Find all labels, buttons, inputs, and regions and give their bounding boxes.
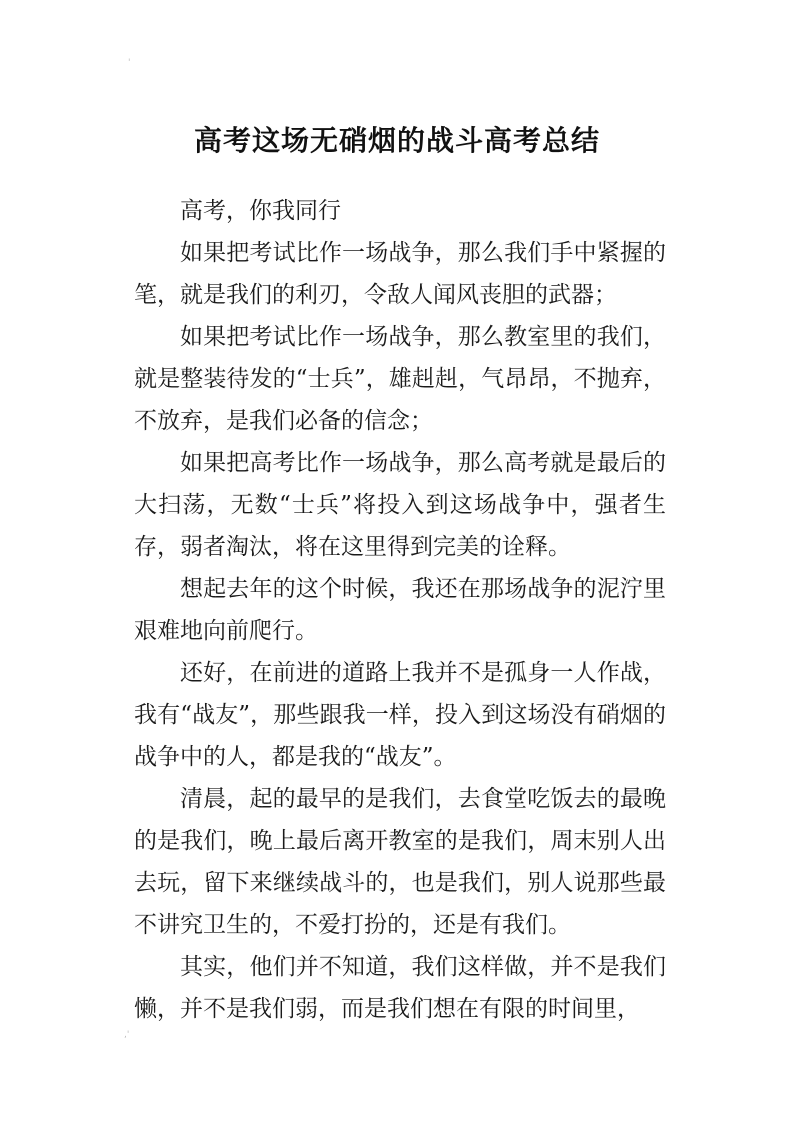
paragraph-7: 清晨，起的最早的是我们，去食堂吃饭去的最晚的是我们，晚上最后离开教室的是我们，周末别人出去玩，留下来继续战斗的，也是我们，别人说那些最不讲究卫生的，不爱打扮的，还是有我们。 [134, 786, 666, 938]
document-title: 高考这场无硝烟的战斗高考总结 [193, 123, 600, 157]
paragraph-1: 高考，你我同行 [180, 198, 341, 224]
paragraph-8: 其实，他们并不知道，我们这样做，并不是我们懒，并不是我们弱，而是我们想在有限的时间里， [134, 954, 666, 1022]
corner-mark-top: ' [128, 58, 131, 68]
paragraph-5: 想起去年的这个时候，我还在那场战争的泥泞里艰难地向前爬行。 [134, 576, 666, 644]
paragraph-4: 如果把高考比作一场战争，那么高考就是最后的大扫荡，无数“士兵”将投入到这场战争中，强者生存，弱者淘汰，将在这里得到完美的诠释。 [134, 450, 666, 560]
corner-mark-bottom: ,' [124, 1030, 130, 1040]
document-body [134, 190, 666, 1030]
paragraph-6: 还好，在前进的道路上我并不是孤身一人作战，我有“战友”，那些跟我一样，投入到这场没有硝烟的战争中的人，都是我的“战友”。 [134, 660, 666, 770]
paragraph-3: 如果把考试比作一场战争，那么教室里的我们，就是整装待发的“士兵”，雄赳赳，气昂昂，不抛弃，不放弃，是我们必备的信念； [134, 324, 666, 434]
paragraph-2: 如果把考试比作一场战争，那么我们手中紧握的笔，就是我们的利刃，令敌人闻风丧胆的武器； [134, 240, 666, 308]
